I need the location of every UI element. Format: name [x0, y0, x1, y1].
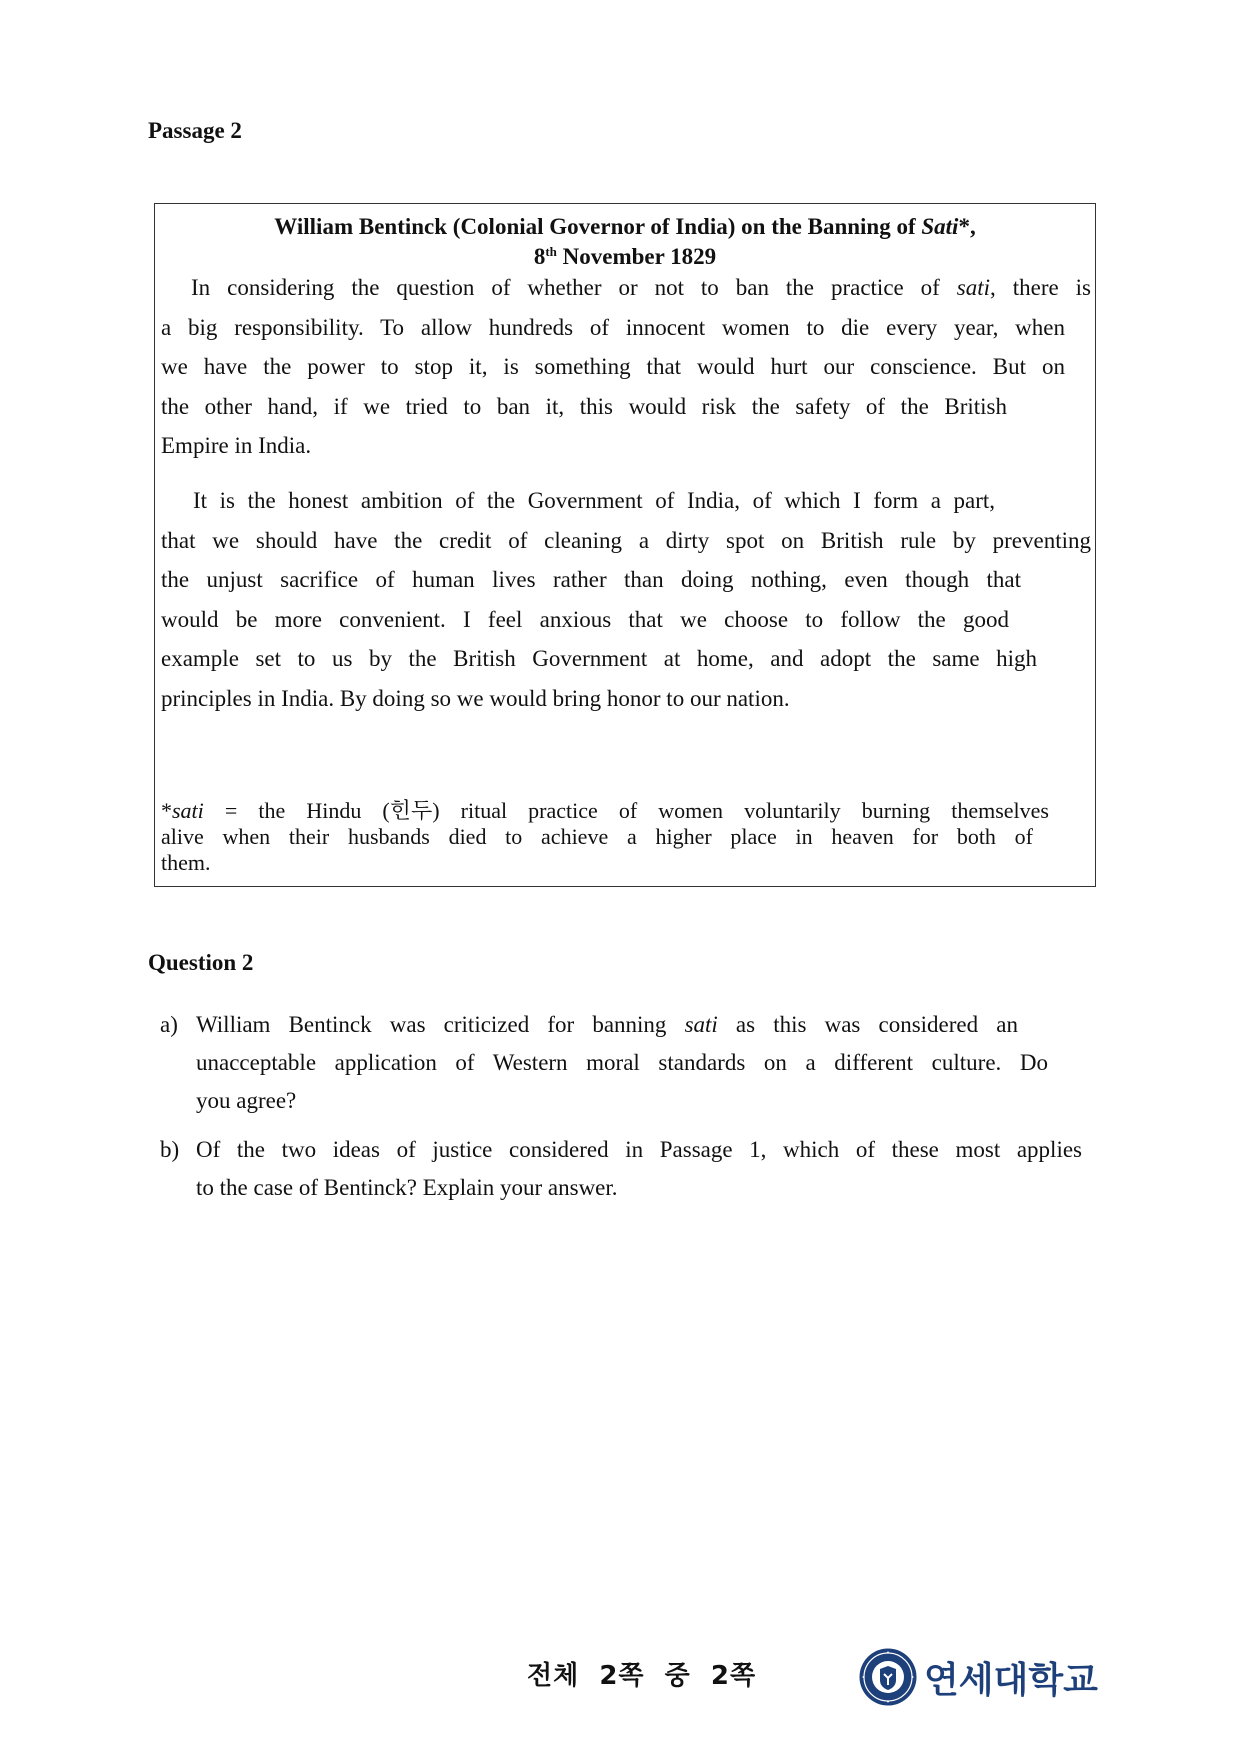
source-date	[155, 244, 1095, 270]
question-line: William Bentinck was criticized for banning sati as this was considered an	[196, 1012, 1018, 1037]
footnote-line: alive when their husbands died to achieve a higher place in heaven for both of	[161, 824, 1033, 849]
footnote	[161, 798, 1049, 876]
italic-term: sati	[956, 275, 991, 300]
paragraph-line: that we should have the credit of cleaning a dirty spot on British rule by preventing	[161, 527, 1091, 553]
source-title	[155, 214, 1095, 240]
paragraph-line: Empire in India.	[161, 433, 312, 458]
title-italic-term: Sati	[921, 214, 959, 239]
paragraph-line: principles in India. By doing so we would bring honor to our nation.	[161, 685, 790, 711]
date-rest: November 1829	[556, 244, 717, 269]
date-day: 8	[533, 244, 546, 269]
title-suffix: *,	[958, 214, 976, 239]
title-text: William Bentinck (Colonial Governor of India) on the Banning of	[274, 214, 922, 239]
source-paragraph-1	[161, 268, 1091, 466]
question-line: unacceptable application of Western moral standards on a different culture. Do	[196, 1050, 1048, 1075]
paragraph-line: the unjust sacrifice of human lives rather than doing nothing, even though that	[161, 567, 1021, 592]
question-text	[196, 1131, 1084, 1207]
university-seal-icon	[858, 1647, 918, 1707]
paragraph-line: we have the power to stop it, is something that would hurt our conscience. But on	[161, 354, 1065, 379]
source-box	[154, 203, 1096, 887]
question-line: you agree?	[196, 1088, 297, 1113]
question-marker: a)	[160, 1012, 178, 1037]
question-marker: b)	[160, 1137, 180, 1162]
source-paragraph-2	[161, 481, 1091, 718]
paragraph-line: It is the honest ambition of the Government of India, of which I form a part,	[193, 488, 995, 513]
paragraph-line: would be more convenient. I feel anxious that we choose to follow the good	[161, 606, 1009, 632]
italic-term: sati	[684, 1012, 718, 1037]
university-logo	[858, 1645, 1098, 1709]
paragraph-line: a big responsibility. To allow hundreds of innocent women to die every year, when	[161, 314, 1065, 340]
paragraph-line: the other hand, if we tried to ban it, this would risk the safety of the British	[161, 393, 1007, 419]
question-line: Of the two ideas of justice considered in Passage 1, which of these most applies	[196, 1137, 1082, 1162]
date-ordinal: th	[545, 244, 557, 259]
footnote-line: them.	[161, 850, 211, 875]
paragraph-line: example set to us by the British Government at home, and adopt the same high	[161, 646, 1037, 671]
paragraph-line: In considering the question of whether or not to ban the practice of sati, there is	[191, 275, 1091, 300]
page-indicator: 전체 2쪽 중 2쪽	[527, 1661, 757, 1691]
question-heading: Question 2	[148, 950, 254, 975]
footnote-line: *sati = the Hindu (힌두) ritual practice of women voluntarily burning themselves	[161, 798, 1049, 823]
passage-heading: Passage 2	[148, 118, 242, 143]
logo-text: 연세대학교	[924, 1659, 1098, 1701]
footnote-term: sati	[172, 798, 204, 823]
question-line: to the case of Bentinck? Explain your answer.	[196, 1175, 618, 1200]
question-text	[196, 1006, 1084, 1120]
